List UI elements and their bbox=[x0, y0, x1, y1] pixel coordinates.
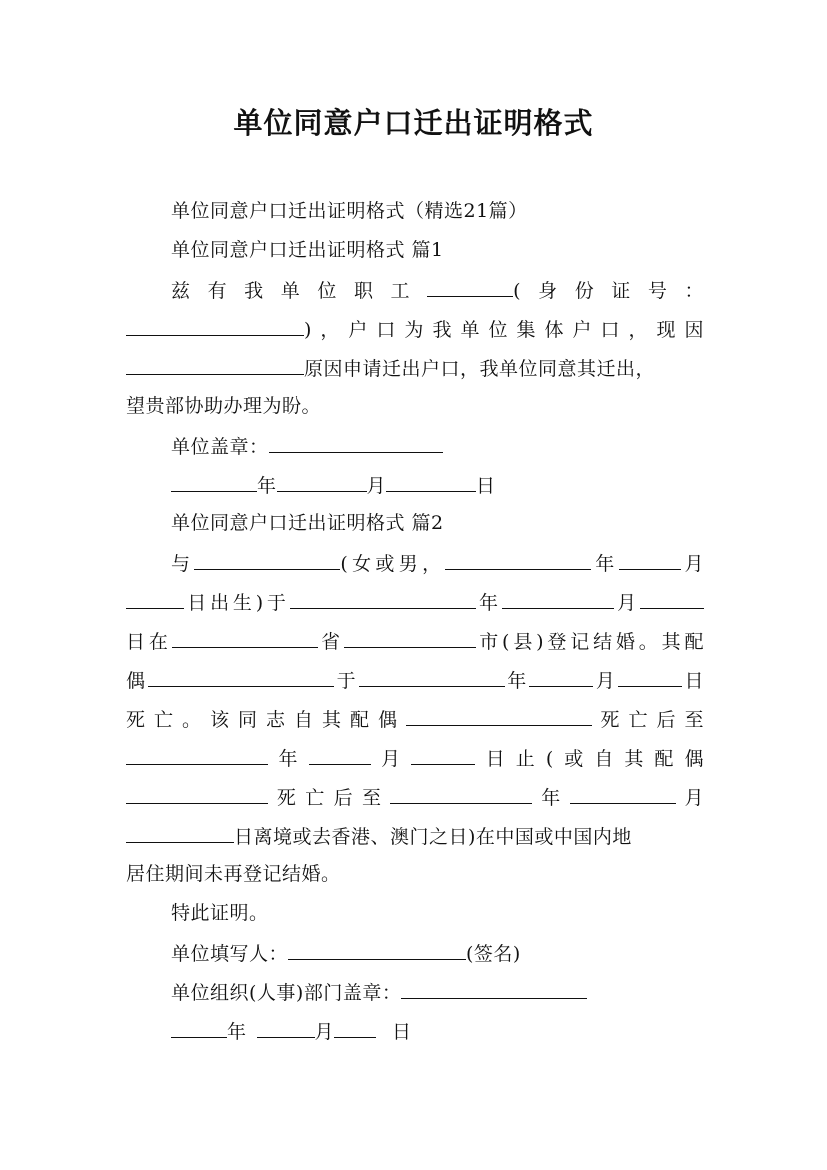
section-2-line-8 bbox=[126, 823, 632, 849]
text: 死亡。该同志自其配偶 bbox=[126, 709, 406, 731]
section-2-line-9: 居住期间未再登记结婚。 bbox=[126, 863, 341, 885]
blank-field bbox=[172, 628, 318, 648]
blank-field bbox=[427, 277, 513, 297]
text: 日离境或去香港、澳门之日)在中国或中国内地 bbox=[234, 826, 632, 848]
dept-seal-label: 单位组织(人事)部门盖章： bbox=[171, 982, 402, 1004]
blank-field bbox=[386, 472, 476, 492]
text: 于 bbox=[334, 670, 359, 692]
blank-field bbox=[445, 550, 591, 570]
document-subtitle: 单位同意户口迁出证明格式（精选21篇） bbox=[171, 200, 528, 222]
blank-field bbox=[269, 433, 443, 453]
text: 月 bbox=[370, 748, 412, 770]
blank-field bbox=[257, 1018, 315, 1038]
blank-field bbox=[171, 1018, 227, 1038]
text: 原因申请迁出户口，我单位同意其迁出， bbox=[304, 358, 656, 380]
text: (女或男， bbox=[340, 553, 446, 575]
blank-field bbox=[194, 550, 340, 570]
blank-field bbox=[126, 745, 268, 765]
blank-field bbox=[126, 784, 268, 804]
blank-field bbox=[401, 979, 587, 999]
blank-field bbox=[570, 784, 676, 804]
day-label: 日 bbox=[476, 475, 496, 497]
document-title: 单位同意户口迁出证明格式 bbox=[233, 106, 594, 140]
text: 与 bbox=[171, 553, 195, 575]
section-1-heading: 单位同意户口迁出证明格式 篇1 bbox=[171, 239, 444, 261]
filler-label: 单位填写人： bbox=[171, 943, 289, 965]
dept-seal-line bbox=[171, 979, 587, 1005]
text: )，户口为我单位集体户口，现因 bbox=[304, 319, 704, 341]
blank-field bbox=[277, 472, 367, 492]
section-1-line-4: 望贵部协助办理为盼。 bbox=[126, 395, 322, 417]
blank-field bbox=[309, 745, 371, 765]
blank-field bbox=[502, 589, 614, 609]
text: 偶 bbox=[126, 670, 149, 692]
section-2-date-line bbox=[171, 1018, 412, 1044]
section-1-line-3 bbox=[126, 355, 655, 381]
blank-field bbox=[288, 940, 466, 960]
blank-field bbox=[619, 550, 681, 570]
section-1-line-1 bbox=[171, 277, 704, 303]
blank-field bbox=[148, 667, 334, 687]
text: 年 bbox=[504, 670, 530, 692]
blank-field bbox=[529, 667, 593, 687]
certify-text: 特此证明。 bbox=[171, 902, 269, 924]
text: 市(县)登记结婚。其配 bbox=[475, 631, 704, 653]
section-2-line-3 bbox=[126, 628, 704, 654]
blank-field bbox=[126, 823, 234, 843]
blank-field bbox=[411, 745, 475, 765]
text: 死亡后至 bbox=[591, 709, 704, 731]
text: 月 bbox=[613, 592, 640, 614]
blank-field bbox=[126, 589, 184, 609]
blank-field bbox=[290, 589, 476, 609]
year-label: 年 bbox=[257, 475, 277, 497]
sign-label: (签名) bbox=[466, 943, 521, 965]
section-1-line-2 bbox=[126, 316, 704, 342]
blank-field bbox=[334, 1018, 376, 1038]
section-1-date-line bbox=[171, 472, 496, 498]
text: 日出生)于 bbox=[184, 592, 290, 614]
section-2-heading: 单位同意户口迁出证明格式 篇2 bbox=[171, 512, 444, 534]
year-label: 年 bbox=[227, 1021, 247, 1043]
month-label: 月 bbox=[366, 475, 387, 497]
blank-field bbox=[126, 355, 304, 375]
section-2-line-4 bbox=[126, 667, 704, 693]
section-1-seal-line bbox=[171, 433, 443, 459]
text: 月 bbox=[675, 787, 704, 809]
text: 兹有我单位职工 bbox=[171, 280, 428, 302]
section-2-line-2 bbox=[126, 589, 704, 615]
text: 日 bbox=[681, 670, 704, 692]
text: (身份证号： bbox=[513, 280, 704, 302]
blank-field bbox=[390, 784, 532, 804]
blank-field bbox=[171, 472, 257, 492]
blank-field bbox=[359, 667, 505, 687]
text: 年 bbox=[532, 787, 570, 809]
text: 日止(或自其配偶 bbox=[475, 748, 704, 770]
text: 月 bbox=[680, 553, 704, 575]
month-label: 月 bbox=[314, 1021, 335, 1043]
section-2-line-1 bbox=[171, 550, 704, 576]
text: 月 bbox=[593, 670, 618, 692]
blank-field bbox=[640, 589, 704, 609]
blank-field bbox=[406, 706, 592, 726]
text: 省 bbox=[317, 631, 344, 653]
section-2-line-6 bbox=[126, 745, 704, 771]
filler-line bbox=[171, 940, 521, 966]
day-label: 日 bbox=[392, 1021, 412, 1043]
blank-field bbox=[618, 667, 682, 687]
seal-label: 单位盖章： bbox=[171, 436, 269, 458]
blank-field bbox=[126, 316, 304, 336]
section-2-line-5 bbox=[126, 706, 704, 732]
text: 年 bbox=[475, 592, 502, 614]
text: 日在 bbox=[126, 631, 172, 653]
text: 年 bbox=[591, 553, 619, 575]
text: 年 bbox=[268, 748, 309, 770]
blank-field bbox=[344, 628, 476, 648]
section-2-line-7 bbox=[126, 784, 704, 810]
text: 死亡后至 bbox=[268, 787, 391, 809]
